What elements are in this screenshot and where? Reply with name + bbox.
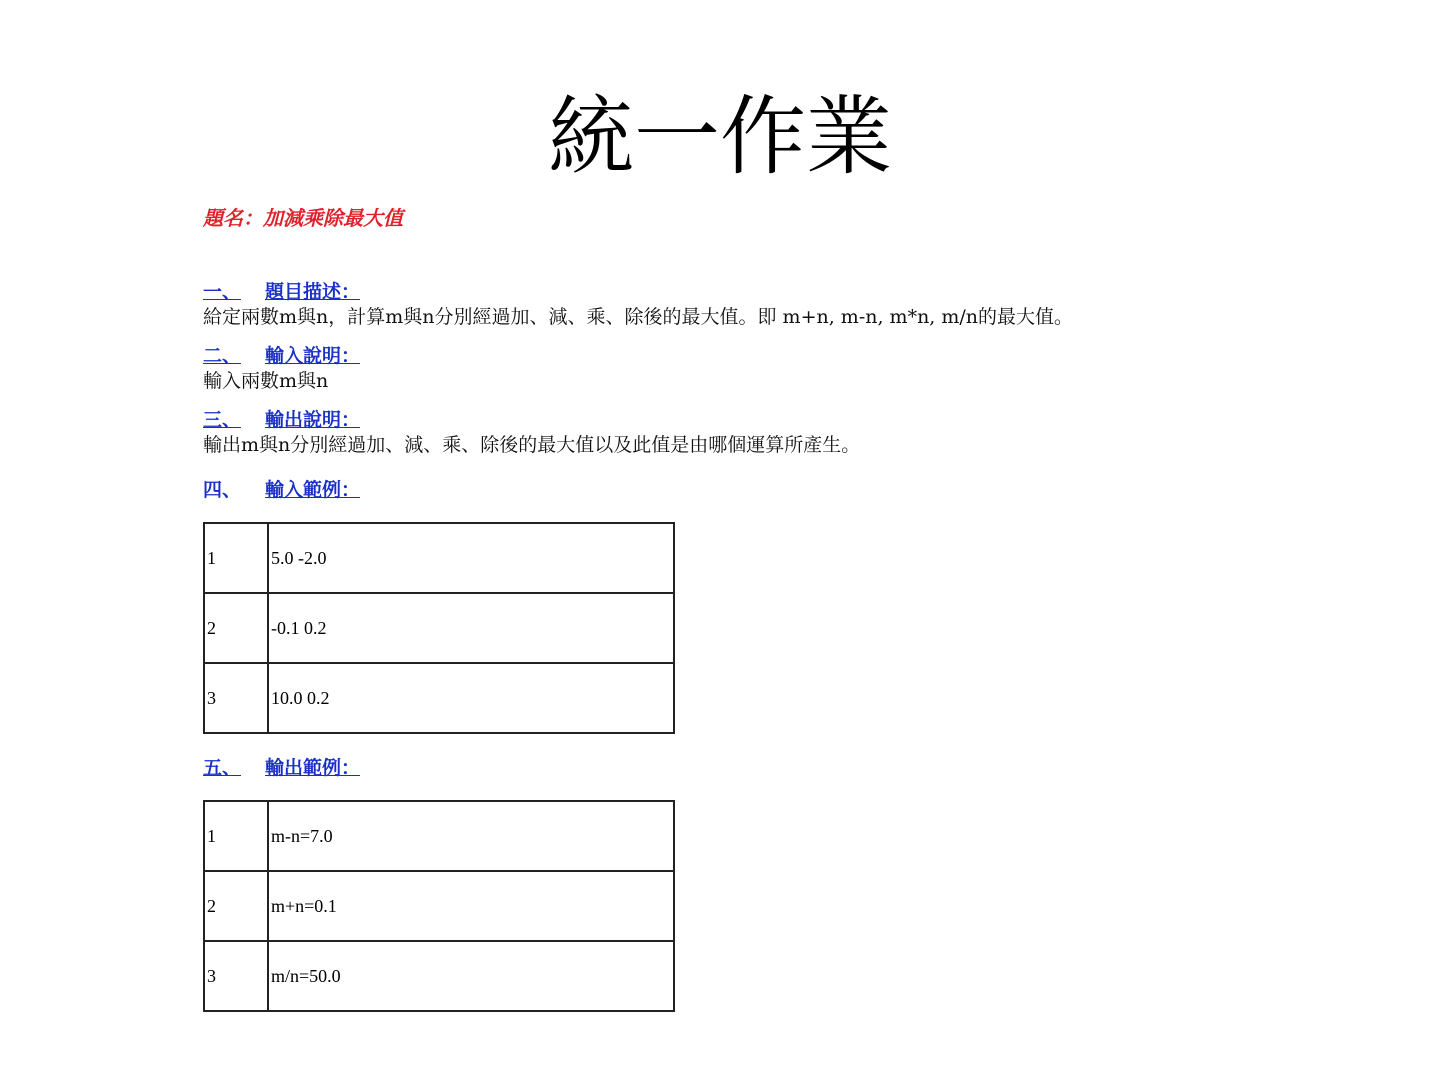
section-output-example (203, 756, 1303, 1012)
section-number: 一、 (203, 281, 242, 303)
section-body: 給定兩數m與n，計算m與n分別經過加、減、乘、除後的最大值。即 m+n, m-n, m*n, m/n的最大值。 (203, 306, 1074, 328)
row-index: 2 (204, 593, 268, 663)
table-row (204, 523, 674, 593)
section-number: 四、 (203, 479, 242, 501)
section-body: 輸出m與n分別經過加、減、乘、除後的最大值以及此值是由哪個運算所產生。 (203, 434, 861, 456)
section-number: 五、 (203, 757, 242, 779)
section-number: 二、 (203, 345, 242, 367)
assignment-content (203, 204, 1303, 1034)
row-value: m-n=7.0 (268, 801, 674, 871)
table-row (204, 663, 674, 733)
slide-title: 統一作業 (548, 87, 892, 187)
section-label: 輸出範例： (265, 757, 361, 779)
section-input-example (203, 478, 1303, 734)
row-value: 10.0 0.2 (268, 663, 674, 733)
section-body: 輸入兩數m與n (203, 370, 329, 392)
section-heading (203, 344, 1303, 368)
section-number: 三、 (203, 409, 242, 431)
table-row (204, 871, 674, 941)
row-value: 5.0 -2.0 (268, 523, 674, 593)
section-heading (203, 408, 1303, 432)
row-value: -0.1 0.2 (268, 593, 674, 663)
row-index: 1 (204, 801, 268, 871)
section-label: 輸入範例： (265, 479, 361, 501)
section-label: 題目描述： (265, 281, 361, 303)
row-index: 2 (204, 871, 268, 941)
section-input-spec (203, 344, 1303, 394)
section-description (203, 280, 1303, 330)
section-output-spec (203, 408, 1303, 458)
table-row (204, 593, 674, 663)
section-heading (203, 280, 1303, 304)
row-index: 1 (204, 523, 268, 593)
section-label: 輸入說明： (265, 345, 361, 367)
table-row (204, 941, 674, 1011)
row-value: m+n=0.1 (268, 871, 674, 941)
problem-name: 題名：加減乘除最大值 (203, 206, 403, 230)
section-heading (203, 756, 1303, 780)
input-example-table (203, 522, 675, 734)
row-value: m/n=50.0 (268, 941, 674, 1011)
row-index: 3 (204, 663, 268, 733)
table-row (204, 801, 674, 871)
output-example-table (203, 800, 675, 1012)
row-index: 3 (204, 941, 268, 1011)
section-label: 輸出說明： (265, 409, 361, 431)
section-heading (203, 478, 1303, 502)
